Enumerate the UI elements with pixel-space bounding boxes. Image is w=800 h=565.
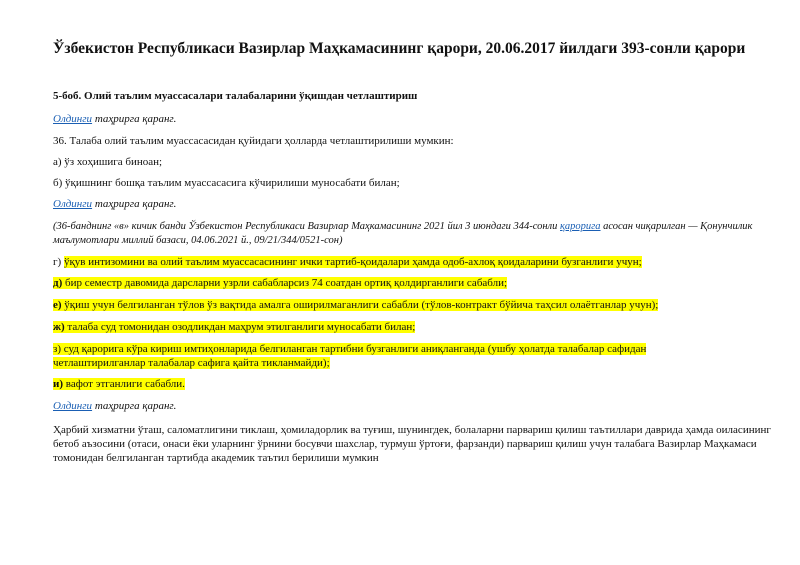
item-d [53, 277, 507, 290]
academic-leave-paragraph: Ҳарбий хизматни ўташ, саломатлигини тиклаш, ҳомиладорлик ва туғиш, шунингдек, болаларни парвариш қилиш таътиллари даврида ҳамда оиласининг бетоб аъзосини (отаси, онаси ёки уларнинг ўрнини босувчи шахслар, турмуш ўртоғи, фарзанди) парвариш қилиш учун талабага Вазирлар Маҳкамаси томонидан белгиланган тартибда академик таътил берилиши мумкин [53, 424, 771, 464]
note-text-start: (36-банднинг «в» кичик банди Ўзбекистон Республикаси Вазирлар Маҳкамасининг 2021 йил 3 июндаги 344-сонли [53, 221, 561, 232]
amendment-note [53, 220, 753, 248]
prev-edition-link-1[interactable]: Олдинги [53, 113, 93, 125]
item-zh [53, 321, 415, 334]
item-d-label: д) [53, 277, 63, 289]
prev-edition-text-3: таҳрирга қаранг. [92, 400, 177, 412]
prev-edition-line-2 [53, 198, 176, 211]
note-text-end: асосан чиқарилган — Қонунчилик маълумотлари миллий базаси, 04.06.2021 й., 09/21/344/0521-сон) [53, 221, 753, 246]
item-e [53, 299, 658, 312]
item-i [53, 378, 185, 391]
item-e-text: ўқиш учун белгиланган тўлов ўз вақтида амалга оширилмаганлиги сабабли (тўлов-контракт бўйича таҳсил олаётганлар учун); [61, 299, 659, 311]
prev-edition-link-2[interactable]: Олдинги [53, 198, 93, 210]
prev-edition-text-1: таҳрирга қаранг. [92, 113, 177, 125]
item-b: б) ўқишнинг бошқа таълим муассасасига кўчирилиши муносабати билан; [53, 177, 400, 189]
clause-36: 36. Талаба олий таълим муассасасидан қуйидаги ҳолларда четлаштирилиши мумкин: [53, 135, 454, 147]
prev-edition-line-3 [53, 400, 176, 413]
item-z-text-2: четлаштирилганлар талабалар сафига қайта тикланмайди); [53, 357, 330, 369]
item-z-line-2 [53, 357, 330, 370]
item-e-label: е) [53, 299, 62, 311]
item-z-text-1: з) суд қарорига кўра кириш имтиҳонларида белгиланган тартибни бузганлиги аниқланганда (ушбу ҳолатда талабалар сафидан [53, 343, 647, 355]
prev-edition-link-3[interactable]: Олдинги [53, 400, 93, 412]
prev-edition-line-1 [53, 113, 176, 126]
item-g [53, 256, 642, 269]
item-i-label: и) [53, 378, 64, 390]
item-i-text: вафот этганлиги сабабли. [63, 378, 185, 390]
item-a: а) ўз хоҳишига биноан; [53, 156, 163, 168]
chapter-heading: 5-боб. Олий таълим муассасалари талабаларини ўқишдан четлаштириш [53, 90, 418, 102]
document-title: Ўзбекистон Республикаси Вазирлар Маҳкамасининг қарори, 20.06.2017 йилдаги 393-сонли қарори [53, 40, 746, 57]
item-zh-text: талаба суд томонидан озодликдан маҳрум этилганлиги муносабати билан; [64, 321, 416, 333]
item-zh-label: ж) [53, 321, 65, 333]
item-d-text: бир семестр давомида дарсларни узрли сабабларсиз 74 соатдан ортиқ қолдирганлиги сабабли; [62, 277, 508, 289]
item-g-label: г) [53, 256, 64, 268]
resolution-link[interactable]: қарорига [560, 221, 601, 232]
item-z-line-1 [53, 343, 646, 356]
prev-edition-text-2: таҳрирга қаранг. [92, 198, 177, 210]
item-g-text: ўқув интизомини ва олий таълим муассасасининг ички тартиб-қоидалари ҳамда одоб-ахлоқ қоидаларини бузганлиги учун; [63, 256, 642, 268]
